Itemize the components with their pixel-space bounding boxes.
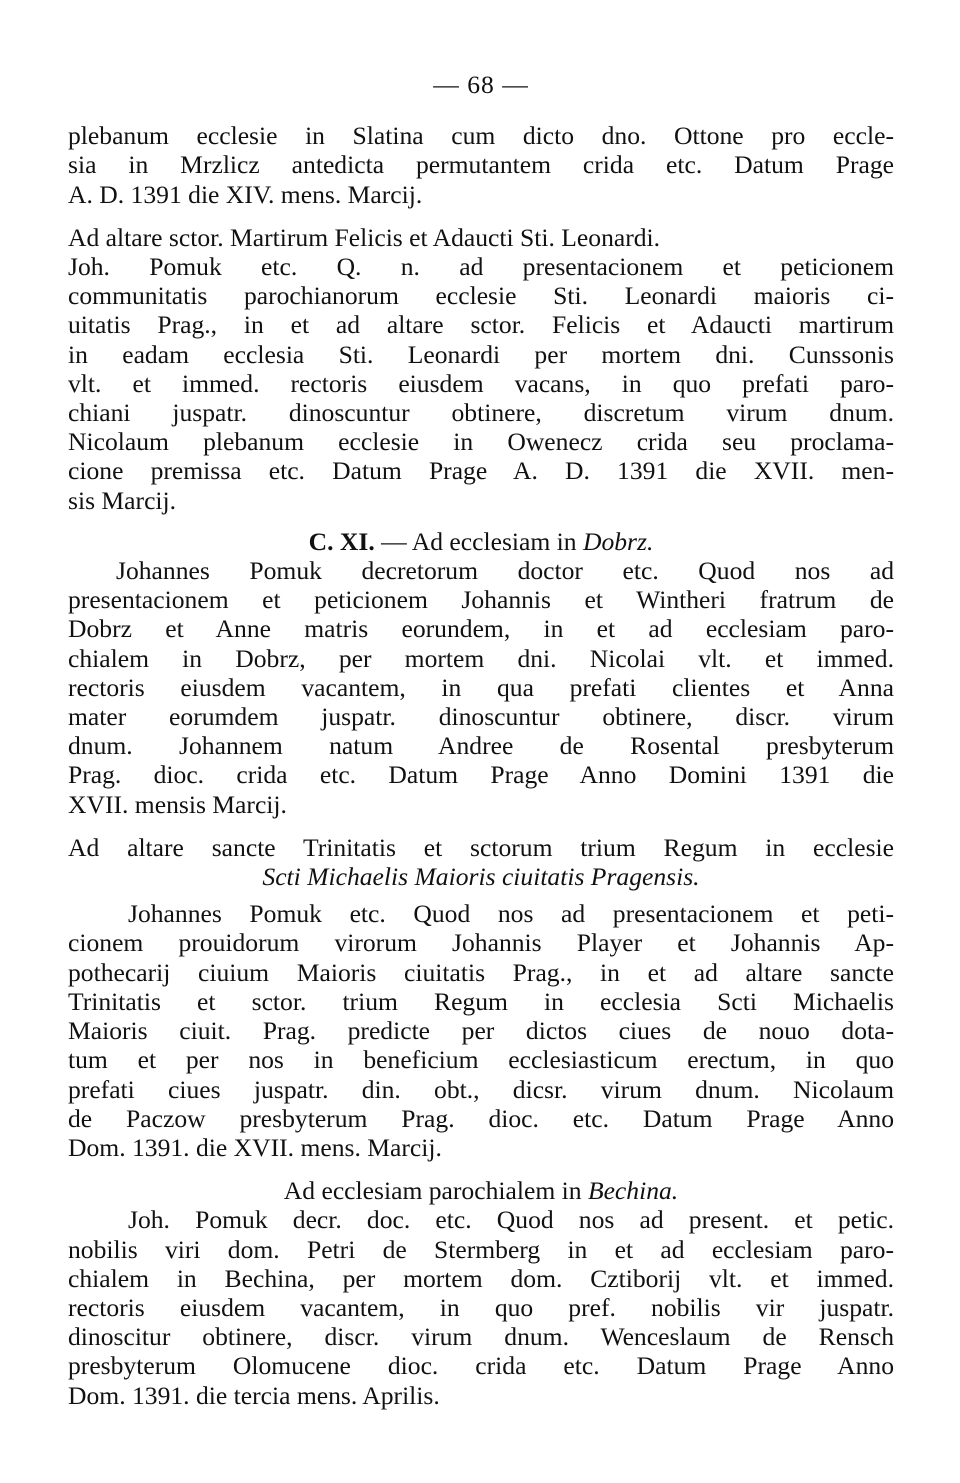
text-line: presentacionem et peticionem Johannis et Wintheri fratrum de [68,585,894,615]
document-page [68,70,894,1410]
text-line: dnum. Johannem natum Andree de Rosental presbyterum [68,731,894,761]
text-line: plebanum ecclesie in Slatina cum dicto dno. Ottone pro eccle- [68,121,894,151]
text-line: Joh. Pomuk etc. Q. n. ad presentacionem et peticionem [68,252,894,282]
text-line: Joh. Pomuk decr. doc. etc. Quod nos ad present. et petic. [128,1205,894,1235]
paragraph-4 [68,833,894,1162]
text-line: rectoris eiusdem vacantem, in qua prefati clientes et Anna [68,672,894,702]
text-line: de Paczow presbyterum Prag. dioc. etc. Datum Prage Anno [68,1103,894,1133]
page-number: — 68 — [433,70,529,99]
text-line: Dobrz et Anne matris eorundem, in et ad ecclesiam paro- [68,614,894,644]
section-heading-place: Bechina. [587,1176,679,1206]
text-line: Johannes Pomuk etc. Quod nos ad presentacionem et peti- [128,899,894,929]
text-line: nobilis viri dom. Petri de Stermberg in et ad ecclesiam paro- [68,1234,894,1264]
text-line: A. D. 1391 die XIV. mens. Marcij. [68,179,423,209]
text-line: uitatis Prag., in et ad altare sctor. Felicis et Adaucti martirum [68,310,894,340]
chapter-number: C. XI. [308,526,375,556]
text-line: vlt. et immed. rectoris eiusdem vacans, in quo prefati paro- [68,368,894,398]
text-line: presbyterum Olomucene dioc. crida etc. Datum Prage Anno [68,1351,894,1381]
text-line: tum et per nos in beneficium ecclesiasticum erectum, in quo [68,1045,894,1075]
text-line: pothecarij ciuium Maioris ciuitatis Prag., in et ad altare sancte [68,957,894,987]
text-line: chialem in Dobrz, per mortem dni. Nicolai vlt. et immed. [68,643,894,673]
paragraph-5 [68,1176,894,1410]
section-heading-text: Ad ecclesiam parochialem in [283,1176,588,1206]
text-line: cionem prouidorum virorum Johannis Player et Johannis Ap- [68,928,894,958]
text-line: Nicolaum plebanum ecclesie in Owenecz crida seu proclama- [68,427,894,457]
text-line: dinoscitur obtinere, discr. virum dnum. Wenceslaum de Rensch [68,1322,894,1352]
text-line: Prag. dioc. crida etc. Datum Prage Anno Domini 1391 die [68,760,894,790]
paragraph-3 [68,527,894,819]
section-heading-place: Scti Michaelis Maioris ciuitatis Pragensis. [262,862,700,892]
text-line: mater eorumdem juspatr. dinoscuntur obtinere, discr. virum [68,702,894,732]
text-line: cione premissa etc. Datum Prage A. D. 1391 die XVII. men- [68,456,894,486]
text-line: chialem in Bechina, per mortem dom. Cztiborij vlt. et immed. [68,1263,894,1293]
text-line: Johannes Pomuk decretorum doctor etc. Quod nos ad [116,556,894,586]
text-line: sis Marcij. [68,485,177,515]
chapter-heading-place: Dobrz. [582,526,654,556]
section-heading [68,1176,894,1205]
paragraph-1 [68,121,894,209]
text-line: sia in Mrzlicz antedicta permutantem crida etc. Datum Prage [68,150,894,180]
section-heading: Ad altare sancte Trinitatis et sctorum trium Regum in ecclesie [68,832,894,862]
section-heading: Ad altare sctor. Martirum Felicis et Adaucti Sti. Leonardi. [68,222,661,252]
text-line: XVII. mensis Marcij. [68,789,287,819]
text-line: rectoris eiusdem vacantem, in quo pref. nobilis vir juspatr. [68,1292,894,1322]
text-line: Trinitatis et sctor. trium Regum in ecclesia Scti Michaelis [68,986,894,1016]
text-line: Maioris ciuit. Prag. predicte per dictos ciues de nouo dota- [68,1016,894,1046]
text-line: Dom. 1391. die XVII. mens. Marcij. [68,1132,442,1162]
paragraph-2 [68,223,894,515]
text-line: prefati ciues juspatr. din. obt., dicsr. virum dnum. Nicolaum [68,1074,894,1104]
chapter-heading-text: — Ad ecclesiam in [374,526,583,556]
text-line: in eadam ecclesia Sti. Leonardi per mortem dni. Cunssonis [68,339,894,369]
chapter-heading [68,527,894,556]
text-line: chiani juspatr. dinoscuntur obtinere, discretum virum dnum. [68,398,894,428]
text-line: communitatis parochianorum ecclesie Sti. Leonardi maioris ci- [68,281,894,311]
text-line: Dom. 1391. die tercia mens. Aprilis. [68,1380,440,1410]
